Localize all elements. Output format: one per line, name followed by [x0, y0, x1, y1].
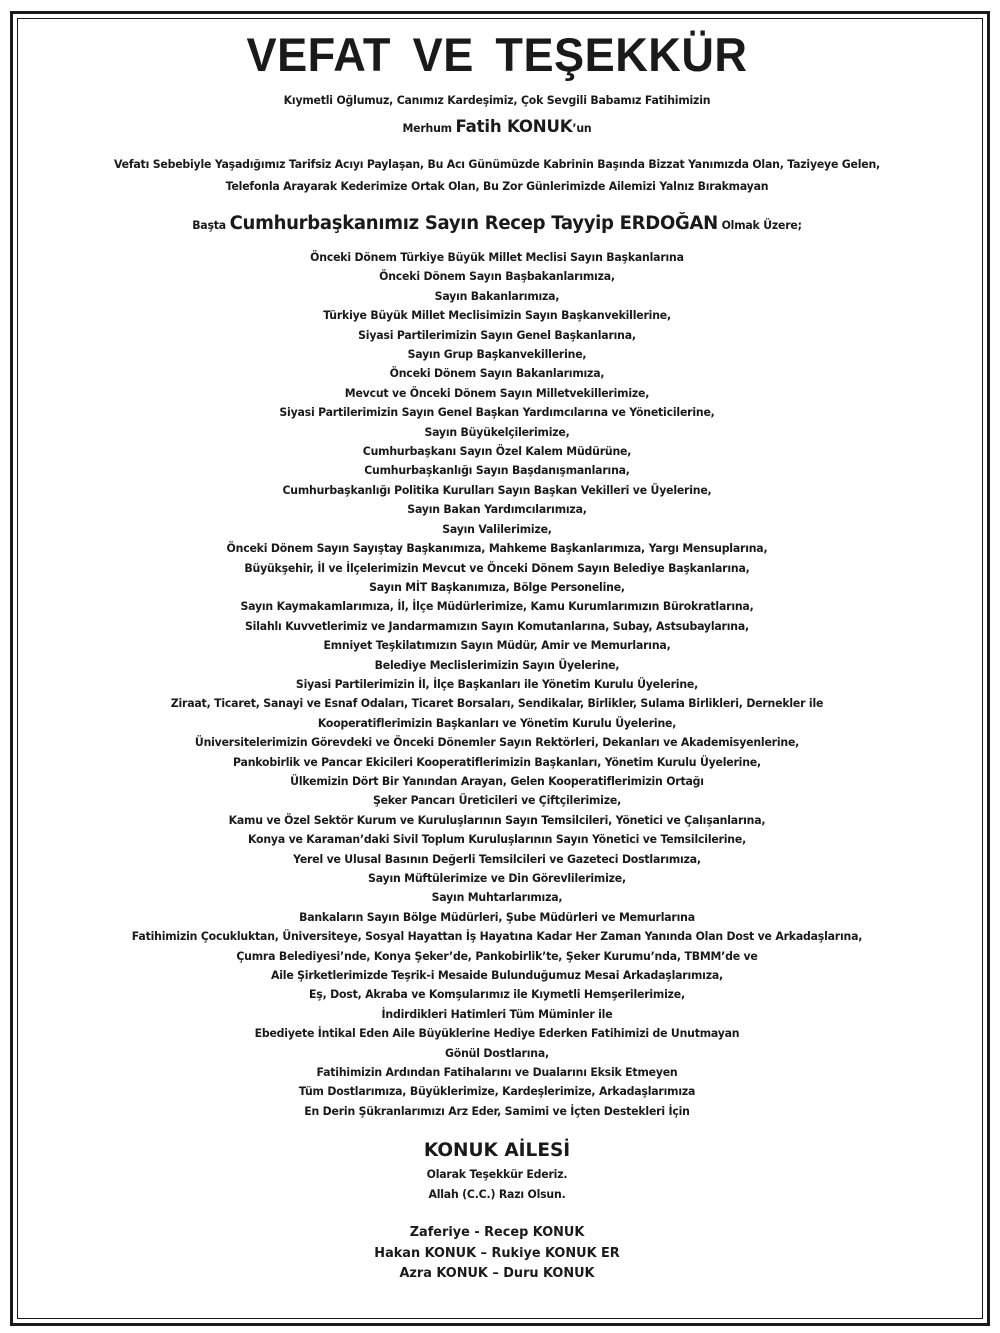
- list-item: Kooperatiflerimizin Başkanları ve Yönetim Kurulu Üyelerine,: [317, 716, 677, 730]
- list-item: Cumhurbaşkanlığı Sayın Başdanışmanlarına,: [364, 464, 630, 478]
- list-item: Cumhurbaşkanlığı Politika Kurulları Sayın Başkan Vekilleri ve Üyelerine,: [282, 483, 712, 497]
- deceased-suffix: ’un: [572, 122, 592, 135]
- closing-lines: [20, 1165, 974, 1205]
- condolence-paragraph: [20, 154, 974, 198]
- paragraph-line: Telefonla Arayarak Kederimize Ortak Olan, Bu Zor Günlerimizde Ailemizi Yalnız Bırakmayan: [225, 180, 769, 193]
- list-item: Sayın MİT Başkanımıza, Bölge Personeline,: [369, 580, 625, 594]
- intro-line: Kıymetli Oğlumuz, Canımız Kardeşimiz, Çok Sevgili Babamız Fatihimizin: [283, 94, 711, 107]
- list-item: Ebediyete İntikal Eden Aile Büyüklerine Hediye Ederken Fatihimizi de Unutmayan: [254, 1027, 740, 1041]
- family-name: KONUK AİLESİ: [423, 1140, 571, 1162]
- list-item: Silahlı Kuvvetlerimiz ve Jandarmamızın Sayın Komutanlarına, Subay, Astsubaylarına,: [245, 619, 749, 633]
- paragraph-line: Vefatı Sebebiyle Yaşadığımız Tarifsiz Acıyı Paylaşan, Bu Acı Günümüzde Kabrinin Başında Bizzat Yanımızda Olan, Taziyeye Gelen,: [113, 158, 881, 171]
- list-item: Bankaların Sayın Bölge Müdürleri, Şube Müdürleri ve Memurlarına: [299, 910, 695, 924]
- list-item: Çumra Belediyesi’nde, Konya Şeker’de, Pankobirlik’te, Şeker Kurumu’nda, TBMM’de ve: [236, 949, 758, 963]
- list-item: Emniyet Teşkilatımızın Sayın Müdür, Amir ve Memurlarına,: [323, 639, 671, 653]
- list-item: Önceki Dönem Sayın Başbakanlarımıza,: [379, 270, 615, 284]
- signers: [20, 1223, 974, 1285]
- presidential-name: Cumhurbaşkanımız Sayın Recep Tayyip ERDOĞAN: [229, 213, 718, 234]
- list-item: Eş, Dost, Akraba ve Komşularımız ile Kıymetli Hemşerilerimize,: [309, 988, 685, 1002]
- list-item: Siyasi Partilerimizin Sayın Genel Başkanlarına,: [358, 328, 636, 342]
- obituary-notice: [20, 24, 974, 1285]
- list-item: Önceki Dönem Sayın Bakanlarımıza,: [389, 367, 605, 381]
- list-item: Büyükşehir, İl ve İlçelerimizin Mevcut ve Önceki Dönem Sayın Belediye Başkanlarına,: [244, 561, 750, 575]
- list-item: Sayın Bakanlarımıza,: [434, 289, 560, 303]
- list-item: Fatihimizin Ardından Fatihalarını ve Dualarını Eksik Etmeyen: [316, 1066, 678, 1080]
- list-item: İndirdikleri Hatimleri Tüm Müminler ile: [381, 1007, 613, 1021]
- list-item: Konya ve Karaman’daki Sivil Toplum Kuruluşlarının Sayın Yönetici ve Temsilcilerine,: [247, 833, 747, 847]
- list-item: Sayın Müftülerimize ve Din Görevlilerimize,: [368, 872, 626, 885]
- deceased-name: Fatih KONUK: [455, 117, 573, 137]
- signer-line: Zaferiye - Recep KONUK: [409, 1225, 585, 1241]
- list-item: Mevcut ve Önceki Dönem Sayın Milletvekillerimize,: [344, 386, 650, 400]
- list-item: En Derin Şükranlarımızı Arz Eder, Samimi ve İçten Destekleri İçin: [304, 1104, 690, 1118]
- list-item: Belediye Meclislerimizin Sayın Üyelerine,: [374, 658, 620, 672]
- list-item: Siyasi Partilerimizin Sayın Genel Başkan Yardımcılarına ve Yöneticilerine,: [279, 406, 715, 420]
- signer-line: Azra KONUK – Duru KONUK: [399, 1266, 595, 1282]
- closing-line: Olarak Teşekkür Ederiz.: [426, 1168, 568, 1182]
- thanks-list: [20, 248, 974, 1121]
- list-item: Sayın Kaymakamlarımıza, İl, İlçe Müdürlerimize, Kamu Kurumlarımızın Bürokratlarına,: [240, 600, 754, 614]
- list-item: Aile Şirketlerimizde Teşrik-i Mesaide Bulunduğumuz Mesai Arkadaşlarımıza,: [270, 969, 724, 983]
- list-item: Tüm Dostlarımıza, Büyüklerimize, Kardeşlerimize, Arkadaşlarımıza: [298, 1085, 696, 1099]
- list-item: Ülkemizin Dört Bir Yanından Arayan, Gelen Kooperatiflerimizin Ortağı: [290, 774, 704, 788]
- list-item: Türkiye Büyük Millet Meclisimizin Sayın Başkanvekillerine,: [323, 309, 671, 323]
- list-item: Önceki Dönem Türkiye Büyük Millet Meclisi Sayın Başkanlarına: [310, 251, 684, 264]
- deceased-prefix: Merhum: [402, 122, 452, 135]
- deceased-line: [32, 114, 962, 142]
- list-item: Yerel ve Ulusal Basının Değerli Temsilcileri ve Gazeteci Dostlarımıza,: [293, 852, 701, 866]
- list-item: Gönül Dostlarına,: [445, 1046, 549, 1060]
- list-item: Cumhurbaşkanı Sayın Özel Kalem Müdürüne,: [362, 445, 632, 459]
- list-item: Sayın Valilerimize,: [442, 522, 552, 536]
- presidential-line: [32, 210, 962, 240]
- list-item: Sayın Grup Başkanvekillerine,: [407, 348, 587, 362]
- presidential-prefix: Başta: [192, 219, 226, 232]
- list-item: Pankobirlik ve Pancar Ekicileri Kooperatiflerimizin Başkanları, Yönetim Kurulu Üyelerine,: [233, 755, 761, 769]
- list-item: Fatihimizin Çocukluktan, Üniversiteye, Sosyal Hayattan İş Hayatına Kadar Her Zaman Yanında Olan Dost ve Arkadaşlarına,: [131, 930, 863, 944]
- list-item: Önceki Dönem Sayın Sayıştay Başkanımıza, Mahkeme Başkanlarımıza, Yargı Mensuplarına,: [226, 542, 768, 556]
- list-item: Ziraat, Ticaret, Sanayi ve Esnaf Odaları, Ticaret Borsaları, Sendikalar, Birlikler, Sulama Birlikleri, Dernekler ile: [170, 697, 824, 711]
- list-item: Şeker Pancarı Üreticileri ve Çiftçilerimize,: [372, 794, 622, 808]
- signer-line: Hakan KONUK – Rukiye KONUK ER: [374, 1245, 620, 1261]
- notice-title: VEFAT VE TEŞEKKÜR: [246, 28, 748, 81]
- list-item: Üniversitelerimizin Görevdeki ve Önceki Dönemler Sayın Rektörleri, Dekanları ve Akademisyenlerine,: [194, 736, 800, 750]
- presidential-suffix: Olmak Üzere;: [721, 219, 802, 232]
- list-item: Sayın Bakan Yardımcılarımıza,: [407, 503, 587, 517]
- list-item: Sayın Büyükelçilerimize,: [424, 425, 570, 439]
- list-item: Sayın Muhtarlarımıza,: [431, 891, 563, 905]
- list-item: Siyasi Partilerimizin İl, İlçe Başkanları ile Yönetim Kurulu Üyelerine,: [295, 677, 699, 691]
- list-item: Kamu ve Özel Sektör Kurum ve Kuruluşlarının Sayın Temsilcileri, Yönetici ve Çalışanlarına,: [228, 813, 766, 827]
- closing-line: Allah (C.C.) Razı Olsun.: [428, 1188, 566, 1202]
